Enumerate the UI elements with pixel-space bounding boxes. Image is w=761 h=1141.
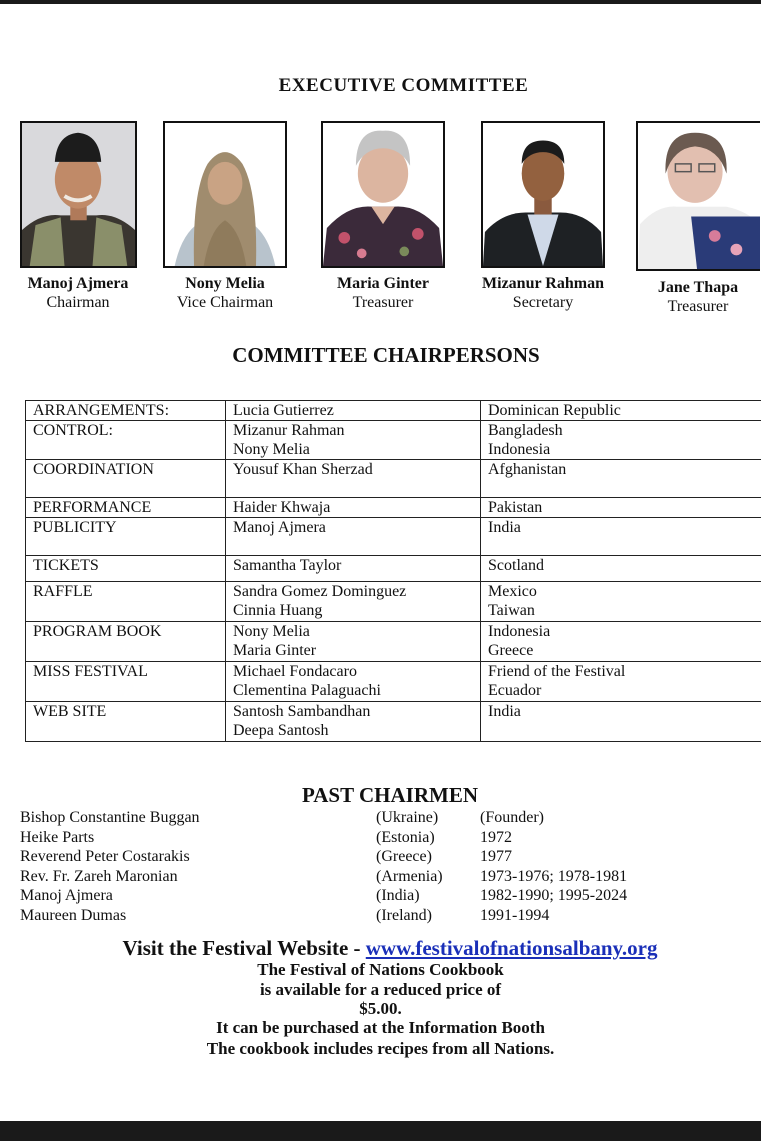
chairperson-name: Clementina Palaguachi <box>233 682 381 699</box>
chairperson-row <box>26 518 761 556</box>
country-name: Ecuador <box>488 682 542 699</box>
committee-name: TICKETS <box>26 556 226 582</box>
member-card <box>308 121 458 312</box>
committee-name: MISS FESTIVAL <box>26 662 226 702</box>
member-name: Nony Melia <box>185 275 265 292</box>
chairperson-name: Deepa Santosh <box>233 722 329 739</box>
past-chairman-name: Rev. Fr. Zareh Maronian <box>20 867 178 885</box>
past-chairmen-list <box>20 808 760 925</box>
member-role: Treasurer <box>352 294 414 311</box>
chairperson-names <box>226 556 481 582</box>
chairperson-name: Manoj Ajmera <box>233 519 326 536</box>
past-chairman-name: Manoj Ajmera <box>20 887 113 904</box>
chairperson-countries <box>481 662 761 702</box>
member-card <box>468 121 618 312</box>
member-card <box>150 121 300 312</box>
chairperson-names <box>226 622 481 662</box>
chairperson-countries <box>481 401 761 421</box>
member-role: Vice Chairman <box>176 294 274 311</box>
chairperson-name: Yousuf Khan Sherzad <box>233 461 373 478</box>
past-chairman-years: 1991-1994 <box>480 906 550 924</box>
chairperson-countries <box>481 556 761 582</box>
bottom-border <box>0 1121 761 1141</box>
chairperson-row <box>26 498 761 518</box>
chairperson-row <box>26 401 761 421</box>
past-chairman-country: (Greece) <box>376 848 432 865</box>
member-card <box>3 121 153 312</box>
cookbook-line-4: It can be purchased at the Information Booth <box>216 1018 545 1037</box>
member-photo <box>481 121 605 268</box>
past-chairmen-title: PAST CHAIRMEN <box>302 783 478 807</box>
country-name: Taiwan <box>488 602 535 619</box>
chairperson-name: Haider Khwaja <box>233 499 331 516</box>
past-chairman-name: Maureen Dumas <box>20 906 127 924</box>
executive-committee-title: EXECUTIVE COMMITTEE <box>278 75 529 96</box>
past-chairman-row <box>20 808 760 828</box>
committee-name: WEB SITE <box>26 702 226 742</box>
chairperson-countries <box>481 421 761 460</box>
chairperson-name: Cinnia Huang <box>233 602 323 619</box>
chairperson-name: Nony Melia <box>233 441 310 458</box>
committee-name: PUBLICITY <box>26 518 226 556</box>
chairperson-countries <box>481 702 761 742</box>
committee-name: CONTROL: <box>26 421 226 460</box>
past-chairman-row <box>20 847 760 867</box>
country-name: India <box>488 519 521 536</box>
chairperson-countries <box>481 518 761 556</box>
chairperson-countries <box>481 582 761 622</box>
chairperson-names <box>226 401 481 421</box>
chairperson-row <box>26 662 761 702</box>
chairperson-names <box>226 702 481 742</box>
member-name: Manoj Ajmera <box>27 275 129 292</box>
member-card <box>623 121 761 316</box>
past-chairman-years: 1977 <box>480 848 512 865</box>
member-photo <box>321 121 445 268</box>
chairperson-row <box>26 421 761 460</box>
visit-website-line <box>0 936 761 961</box>
member-role: Secretary <box>512 294 574 311</box>
country-name: Greece <box>488 642 534 659</box>
past-chairman-country: (Ukraine) <box>376 809 439 826</box>
website-link[interactable]: www.festivalofnationsalbany.org <box>365 936 658 960</box>
chairperson-row <box>26 460 761 498</box>
country-name: Indonesia <box>488 441 551 458</box>
chairperson-names <box>226 662 481 702</box>
past-chairman-years: 1972 <box>480 828 512 846</box>
member-name: Jane Thapa <box>657 279 739 296</box>
past-chairman-row <box>20 886 760 906</box>
chairperson-name: Michael Fondacaro <box>233 663 357 680</box>
country-name: Afghanistan <box>488 461 567 478</box>
committee-name: ARRANGEMENTS: <box>26 401 226 421</box>
member-role: Treasurer <box>667 298 729 315</box>
chairperson-row <box>26 582 761 622</box>
chairperson-name: Samantha Taylor <box>233 557 342 574</box>
past-chairman-row <box>20 828 760 848</box>
cookbook-line-1: The Festival of Nations Cookbook <box>257 960 504 979</box>
country-name: Mexico <box>488 583 537 600</box>
past-chairman-country: (Estonia) <box>376 828 435 846</box>
visit-text: Visit the Festival Website - <box>122 936 366 960</box>
chairperson-names <box>226 582 481 622</box>
member-name: Mizanur Rahman <box>482 275 604 292</box>
past-chairman-name: Reverend Peter Costarakis <box>20 848 190 865</box>
chairperson-names <box>226 421 481 460</box>
country-name: Friend of the Festival <box>488 663 626 680</box>
cookbook-price: $5.00. <box>359 999 402 1018</box>
chairperson-countries <box>481 460 761 498</box>
past-chairman-years: 1973-1976; 1978-1981 <box>480 867 628 885</box>
past-chairman-country: (Ireland) <box>376 906 432 924</box>
past-chairman-row <box>20 867 760 887</box>
past-chairman-years: 1982-1990; 1995-2024 <box>480 887 628 904</box>
member-photo <box>636 121 760 271</box>
chairperson-names <box>226 460 481 498</box>
past-chairman-country: (India) <box>376 887 420 904</box>
past-chairman-name: Bishop Constantine Buggan <box>20 809 200 826</box>
member-photo <box>163 121 287 268</box>
chairperson-names <box>226 498 481 518</box>
cookbook-line-2: is available for a reduced price of <box>259 980 502 999</box>
chairperson-countries <box>481 622 761 662</box>
committee-name: COORDINATION <box>26 460 226 498</box>
committee-name: PERFORMANCE <box>26 498 226 518</box>
chairperson-name: Sandra Gomez Dominguez <box>233 583 407 600</box>
country-name: Bangladesh <box>488 422 563 439</box>
committee-name: RAFFLE <box>26 582 226 622</box>
country-name: Dominican Republic <box>488 402 621 419</box>
past-chairman-country: (Armenia) <box>376 867 443 885</box>
top-border <box>0 0 761 4</box>
country-name: Pakistan <box>488 499 543 516</box>
chairperson-row <box>26 702 761 742</box>
country-name: Indonesia <box>488 623 551 640</box>
past-chairman-name: Heike Parts <box>20 828 95 846</box>
chairperson-name: Lucia Gutierrez <box>233 402 334 419</box>
chairperson-row <box>26 556 761 582</box>
chairperson-countries <box>481 498 761 518</box>
committee-name: PROGRAM BOOK <box>26 622 226 662</box>
past-chairman-years: (Founder) <box>480 809 544 826</box>
chairperson-row <box>26 622 761 662</box>
chairperson-name: Santosh Sambandhan <box>233 703 371 720</box>
chairperson-name: Maria Ginter <box>233 642 317 659</box>
chairpersons-table <box>25 400 761 742</box>
chairperson-name: Mizanur Rahman <box>233 422 345 439</box>
chairperson-name: Nony Melia <box>233 623 310 640</box>
chairperson-names <box>226 518 481 556</box>
member-photo <box>20 121 137 268</box>
member-role: Chairman <box>46 294 110 311</box>
country-name: Scotland <box>488 557 544 574</box>
committee-chairpersons-title: COMMITTEE CHAIRPERSONS <box>232 343 540 367</box>
member-name: Maria Ginter <box>337 275 429 292</box>
cookbook-line-5: The cookbook includes recipes from all Nations. <box>206 1039 555 1058</box>
country-name: India <box>488 703 521 720</box>
past-chairman-row <box>20 906 760 926</box>
